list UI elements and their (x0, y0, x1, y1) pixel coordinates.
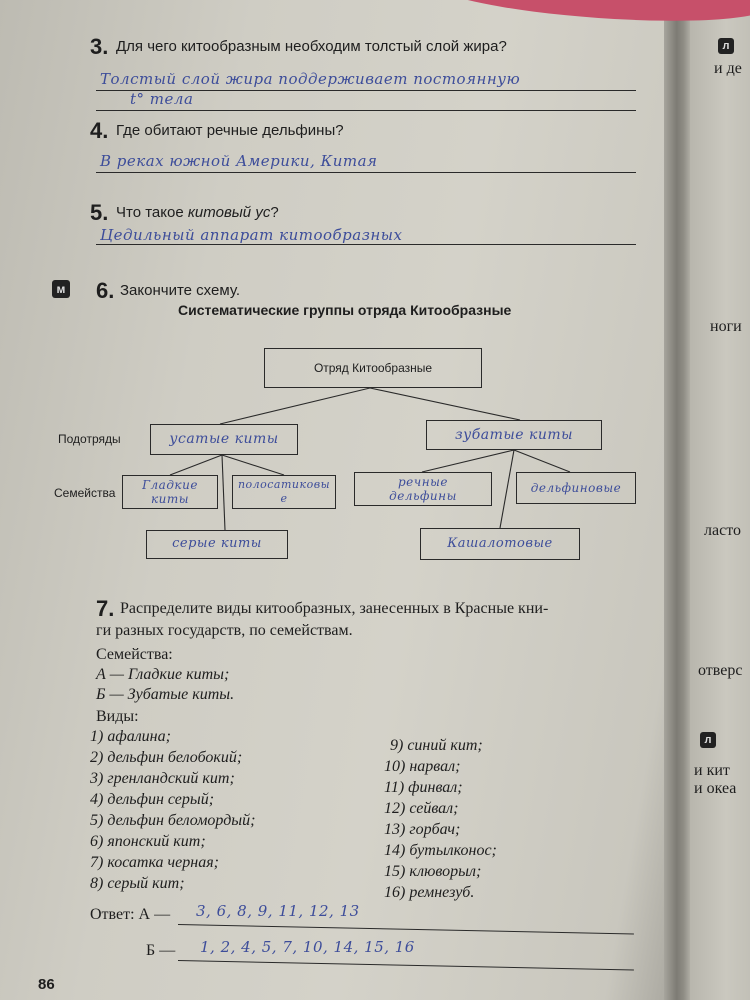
question-3-answer: Толстый слой жира поддерживает постоянную (100, 70, 521, 88)
scheme-suborder-left: усатые киты (169, 431, 279, 447)
question-5-text-a: Что такое (116, 204, 184, 221)
answer-b-value: 1, 2, 4, 5, 7, 10, 14, 15, 16 (200, 938, 415, 956)
species-item: 1) афалина; (90, 728, 171, 745)
question-5-term: китовый ус (187, 204, 271, 221)
species-item: 13) горбач; (384, 821, 461, 838)
families-label: Семейства: (96, 646, 173, 663)
scheme-families-label: Семейства (54, 486, 116, 500)
right-page-fragment: и де (714, 60, 742, 77)
right-page-fragment: и кит (694, 762, 730, 779)
scheme-order-label: Отряд Китообразные (313, 361, 433, 375)
scheme-family-striped: полосатиковые (237, 478, 331, 505)
species-item: 5) дельфин беломордый; (90, 812, 256, 829)
species-item: 12) сейвал; (384, 800, 459, 817)
question-4-answer: В реках южной Америки, Китая (100, 152, 378, 170)
right-page (690, 0, 750, 1000)
scheme-family-smooth: Гладкие киты (142, 478, 198, 506)
question-7-number: 7. (96, 596, 115, 621)
species-item: 4) дельфин серый; (90, 791, 215, 808)
species-item: 3) гренландский кит; (90, 770, 235, 787)
species-item: 10) нарвал; (384, 758, 461, 775)
right-page-fragment: ноги (710, 318, 742, 335)
question-3-number: 3. (90, 34, 109, 59)
scheme-family-gray: серые киты (172, 536, 262, 551)
answer-a-label: Ответ: А — (90, 906, 171, 923)
species-item: 2) дельфин белобокий; (90, 749, 243, 766)
species-item: 6) японский кит; (90, 833, 206, 850)
section-marker-icon: л (718, 38, 734, 54)
species-item: 8) серый кит; (90, 875, 185, 892)
scheme-suborder-right: зубатые киты (454, 427, 574, 443)
scheme-family-dolphins: дельфиновые (530, 481, 622, 495)
scheme-suborder-left-box (150, 424, 298, 455)
family-a: А — Гладкие киты; (96, 666, 230, 683)
species-label: Виды: (96, 708, 139, 725)
scheme-title: Систематические группы отряда Китообразные (178, 302, 512, 318)
question-7-text-line1: Распределите виды китообразных, занесенных в Красные кни- (120, 600, 549, 617)
species-item: 16) ремнезуб. (384, 884, 475, 901)
answer-b-label: Б — (146, 942, 176, 959)
scheme-family-sperm: Кашалотовые (447, 536, 553, 551)
question-5-text-c: ? (270, 204, 279, 221)
question-3-answer-cont: t° тела (130, 90, 194, 108)
page-number: 86 (38, 976, 55, 993)
scheme-family-sperm-box (420, 528, 580, 560)
species-item: 9) синий кит; (390, 737, 483, 754)
scheme-order-box (264, 348, 482, 388)
scheme-family-river-box (354, 472, 492, 506)
methodical-marker-icon: м (52, 280, 70, 298)
question-4-number: 4. (90, 118, 109, 143)
scheme-suborder-right-box (426, 420, 602, 450)
question-7-text-line2: ги разных государств, по семействам. (96, 622, 353, 639)
species-item: 11) финвал; (384, 779, 463, 796)
scheme-family-dolphins-box (516, 472, 636, 504)
right-page-fragment: ласто (704, 522, 741, 539)
right-page-fragment: и океа (694, 780, 737, 797)
question-6-text: Закончите схему. (120, 282, 240, 299)
answer-a-value: 3, 6, 8, 9, 11, 12, 13 (196, 902, 360, 920)
question-4-text: Где обитают речные дельфины? (116, 122, 344, 139)
question-3-text: Для чего китообразным необходим толстый слой жира? (116, 38, 507, 55)
question-5-answer: Цедильный аппарат китообразных (100, 226, 403, 244)
family-b: Б — Зубатые киты. (96, 686, 235, 703)
scheme-suborders-label: Подотряды (58, 432, 121, 446)
species-item: 15) клюворыл; (384, 863, 482, 880)
scheme-family-smooth-box (122, 475, 218, 509)
species-item: 14) бутылконос; (384, 842, 497, 859)
right-page-fragment: отверс (698, 662, 743, 679)
species-item: 7) косатка черная; (90, 854, 219, 871)
question-5-number: 5. (90, 200, 109, 225)
scheme-family-river: речные дельфины (389, 475, 457, 503)
scheme-family-striped-box (232, 475, 336, 509)
question-6-number: 6. (96, 278, 115, 303)
scheme-family-gray-box (146, 530, 288, 559)
section-marker-icon: л (700, 732, 716, 748)
